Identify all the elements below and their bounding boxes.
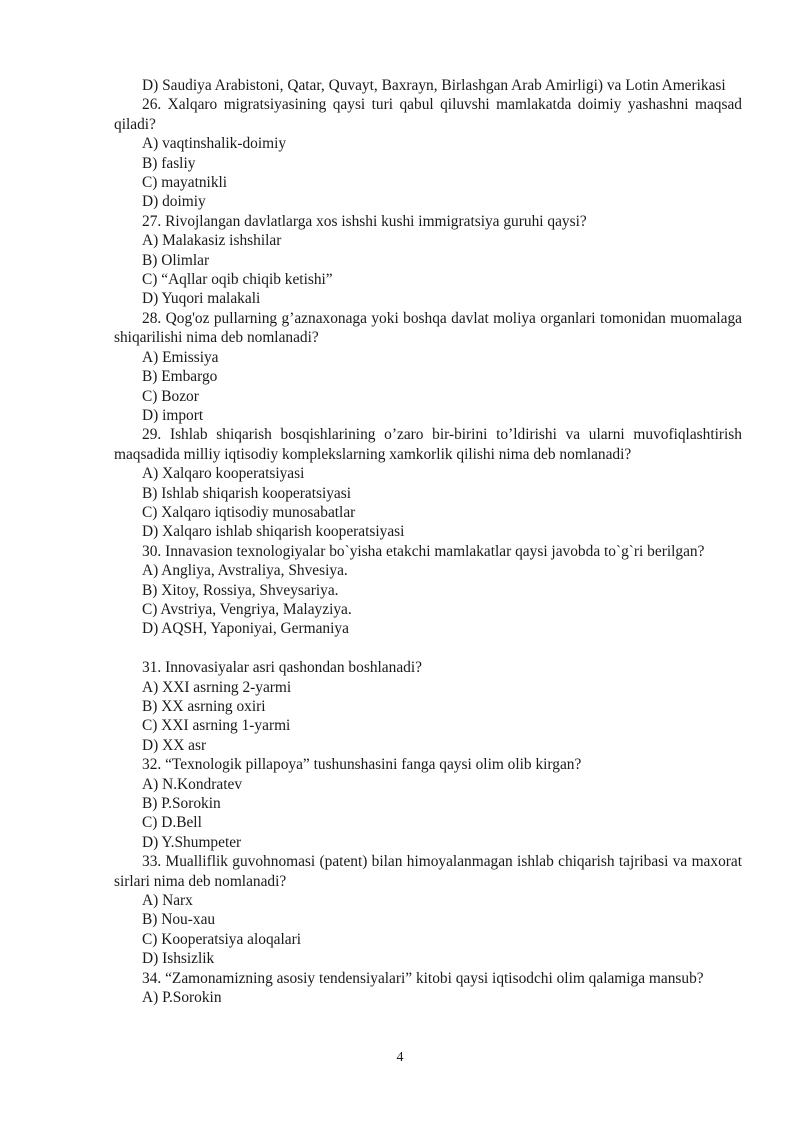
option: B) Ishlab shiqarish kooperatsiyasi xyxy=(142,484,352,502)
blank-line xyxy=(114,639,742,658)
question-29: 29. Ishlab shiqarish bosqishlarining o’zaro bir-birini to’ldirishi va ularni muvofiqlashtirish maqsadida milliy iqtisodiy komplekslarning xamkorlik qilishi nima deb nomlanadi? xyxy=(114,426,742,463)
question-28: 28. Qog'oz pullarning g’aznaxonaga yoki boshqa davlat moliya organlari tomonidan muomalaga shiqarilishi nima deb nomlanadi? xyxy=(114,309,742,347)
question-27: 27. Rivojlangan davlatlarga xos ishshi kushi immigratsiya guruhi qaysi? xyxy=(142,212,587,230)
option: C) D.Bell xyxy=(142,814,202,832)
option: D) doimiy xyxy=(142,193,206,211)
option: A) Malakasiz ishshilar xyxy=(142,232,282,250)
option: D) Yuqori malakali xyxy=(142,290,261,308)
option: A) Emissiya xyxy=(142,348,219,366)
option: C) XXI asrning 1-yarmi xyxy=(142,717,291,735)
option: D) Xalqaro ishlab shiqarish kooperatsiyasi xyxy=(142,523,405,541)
question-34: 34. “Zamonamizning asosiy tendensiyalari” kitobi qaysi iqtisodchi olim qalamiga mansub? xyxy=(142,969,704,987)
option: A) Xalqaro kooperatsiyasi xyxy=(142,465,305,483)
page-content xyxy=(114,76,742,1007)
option: A) Narx xyxy=(142,892,193,910)
option: A) P.Sorokin xyxy=(142,989,222,1007)
option: B) Olimlar xyxy=(142,251,210,269)
option: D) AQSH, Yaponiyai, Germaniya xyxy=(142,620,349,638)
option: B) Embargo xyxy=(142,368,218,386)
option: B) Nou-xau xyxy=(142,911,216,929)
option: B) P.Sorokin xyxy=(142,795,221,813)
page-number: 4 xyxy=(396,1050,404,1065)
option: B) XX asrning oxiri xyxy=(142,697,266,715)
question-33: 33. Mualliflik guvohnomasi (patent) bilan himoyalanmagan ishlab chiqarish tajribasi va maxorat sirlari nima deb nomlanadi? xyxy=(114,853,742,890)
option: C) Avstriya, Vengriya, Malayziya. xyxy=(142,600,352,618)
intro-paragraph: D) Saudiya Arabistoni, Qatar, Quvayt, Baxrayn, Birlashgan Arab Amirligi) va Lotin Amerikasi xyxy=(142,77,726,94)
option: D) Y.Shumpeter xyxy=(142,833,242,851)
option: A) N.Kondratev xyxy=(142,775,243,793)
question-30: 30. Innavasion texnologiyalar bo`yisha etakchi mamlakatlar qaysi javobda to`g`ri berilgan? xyxy=(142,542,705,560)
option: C) “Aqllar oqib chiqib ketishi” xyxy=(142,271,333,289)
option: A) vaqtinshalik-doimiy xyxy=(142,135,287,153)
option: D) Ishsizlik xyxy=(142,950,215,968)
option: C) mayatnikli xyxy=(142,174,228,192)
option: A) XXI asrning 2-yarmi xyxy=(142,678,292,696)
question-26: 26. Xalqaro migratsiyasining qaysi turi qabul qiluvshi mamlakatda doimiy yashashni maqsad qiladi? xyxy=(114,96,742,133)
option: C) Xalqaro iqtisodiy munosabatlar xyxy=(142,503,356,521)
option: C) Bozor xyxy=(142,387,199,405)
option: D) XX asr xyxy=(142,736,207,754)
option: C) Kooperatsiya aloqalari xyxy=(142,930,301,948)
option: D) import xyxy=(142,406,204,424)
question-31: 31. Innovasiyalar asri qashondan boshlanadi? xyxy=(142,659,422,677)
option: B) fasliy xyxy=(142,154,196,172)
question-32: 32. “Texnologik pillapoya” tushunshasini fanga qaysi olim olib kirgan? xyxy=(142,756,582,774)
option: B) Xitoy, Rossiya, Shveysariya. xyxy=(142,581,339,599)
option: A) Angliya, Avstraliya, Shvesiya. xyxy=(142,562,348,580)
